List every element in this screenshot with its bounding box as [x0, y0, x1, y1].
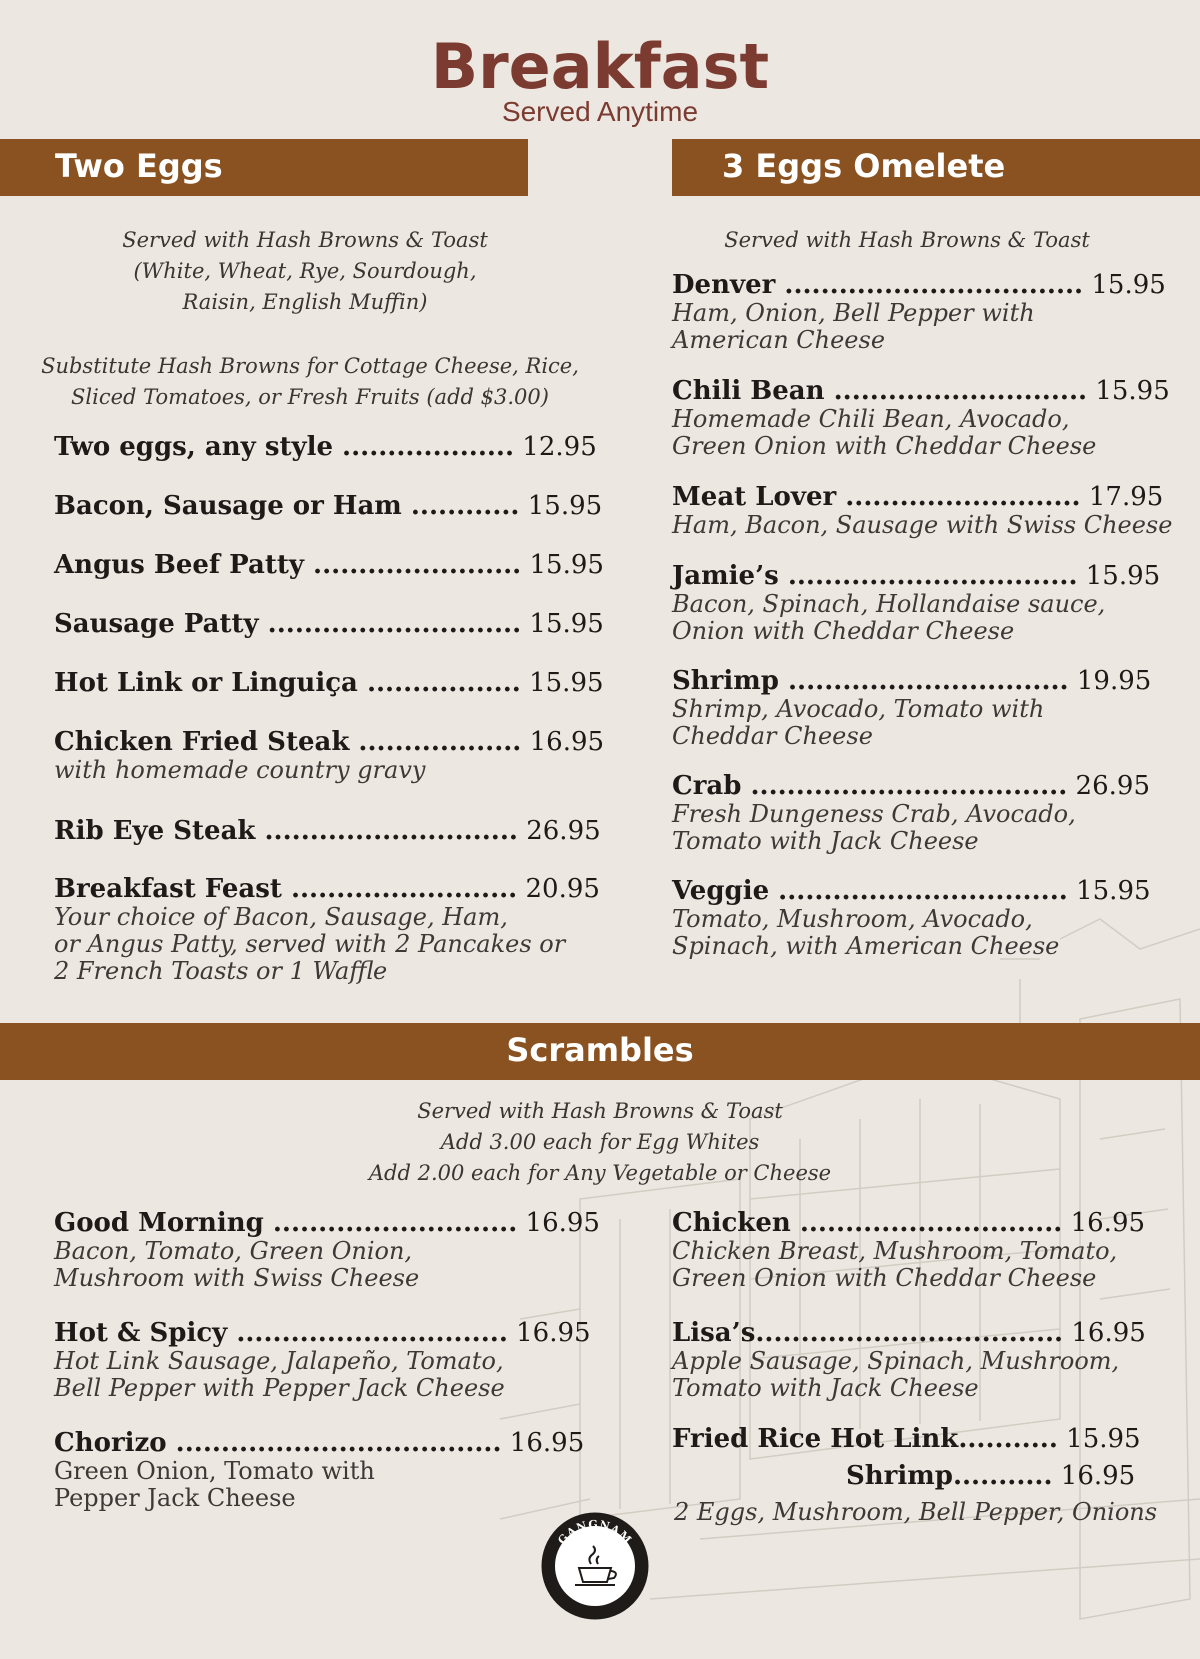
menu-item: Shrimp........... 16.95 [846, 1461, 1136, 1491]
menu-item: Good Morning ........................... 16.95 Bacon, Tomato, Green Onion, Mushroom with Swiss Cheese [54, 1208, 600, 1292]
two-eggs-substitute-note: Substitute Hash Browns for Cottage Cheese, Rice, Sliced Tomatoes, or Fresh Fruits (add $3.00) [41, 354, 579, 409]
menu-item: Chili Bean ............................ 15.95 Homemade Chili Bean, Avocado, Green Onion with Cheddar Cheese [672, 376, 1170, 460]
menu-item: Hot Link or Linguiça ................. 15.95 [54, 668, 604, 698]
page-title: Breakfast [430, 30, 770, 103]
menu-item: Crab ................................... 26.95 Fresh Dungeness Crab, Avocado, Tomato with Jack Cheese [672, 771, 1150, 855]
menu-item: Sausage Patty ............................ 15.95 [54, 609, 604, 639]
scrambles-heading: Scrambles [0, 1023, 1200, 1080]
fried-rice-description: 2 Eggs, Mushroom, Bell Pepper, Onions [674, 1498, 1158, 1526]
svg-text:CAFE: CAFE [574, 1587, 616, 1606]
two-eggs-heading: Two Eggs [0, 139, 528, 196]
menu-item: Bacon, Sausage or Ham ............ 15.95 [54, 491, 603, 521]
svg-text:GANGNAM: GANGNAM [555, 1517, 635, 1547]
menu-item: Lisa’s.................................. 16.95 Apple Sausage, Spinach, Mushroom, Tomato with Jack Cheese [672, 1318, 1146, 1402]
page-subtitle: Served Anytime [501, 96, 699, 127]
two-eggs-note: Served with Hash Browns & Toast (White, Wheat, Rye, Sourdough, Raisin, English Muffin) [122, 228, 488, 314]
menu-item: Chicken Fried Steak .................. 16.95 with homemade country gravy [54, 727, 605, 784]
omelete-heading: 3 Eggs Omelete [672, 139, 1200, 196]
menu-item: Denver ................................. 15.95 Ham, Onion, Bell Pepper with American Cheese [672, 270, 1166, 354]
menu-item: Shrimp ............................... 19.95 Shrimp, Avocado, Tomato with Cheddar Cheese [672, 666, 1152, 750]
menu-item: Breakfast Feast ......................... 20.95 Your choice of Bacon, Sausage, Ham, or Angus Patty, served with 2 Pancakes or 2 French Toasts or 1 Waffle [54, 874, 600, 985]
menu-item: Rib Eye Steak ............................ 26.95 [54, 816, 601, 846]
omelete-note: Served with Hash Browns & Toast [724, 228, 1090, 252]
menu-item: Angus Beef Patty ....................... 15.95 [54, 550, 604, 580]
gangnam-cafe-logo [541, 1512, 649, 1620]
menu-item: Chicken ............................. 16.95 Chicken Breast, Mushroom, Tomato, Green Onion with Cheddar Cheese [672, 1208, 1146, 1292]
menu-item: Hot & Spicy .............................. 16.95 Hot Link Sausage, Jalapeño, Tomato, Bell Pepper with Pepper Jack Cheese [54, 1318, 591, 1402]
scrambles-note: Served with Hash Browns & Toast Add 3.00 each for Egg Whites Add 2.00 each for Any Vegetable or Cheese [368, 1099, 832, 1185]
menu-item: Fried Rice Hot Link........... 15.95 [672, 1424, 1141, 1454]
menu-item: Two eggs, any style ................... 12.95 [54, 432, 597, 462]
menu-item: Chorizo .................................... 16.95 Green Onion, Tomato with Pepper Jack Cheese [54, 1428, 585, 1512]
menu-item: Jamie’s ................................ 15.95 Bacon, Spinach, Hollandaise sauce, Onion with Cheddar Cheese [672, 561, 1161, 645]
menu-item: Veggie ................................ 15.95 Tomato, Mushroom, Avocado, Spinach, with American Cheese [672, 876, 1151, 960]
menu-item: Meat Lover .......................... 17.95 Ham, Bacon, Sausage with Swiss Cheese [672, 482, 1173, 539]
